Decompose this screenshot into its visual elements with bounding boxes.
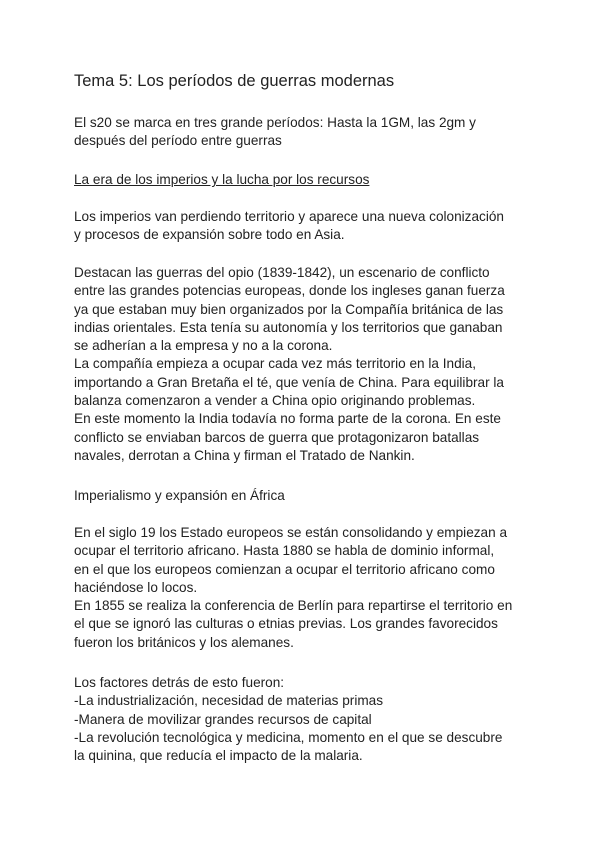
section-heading-africa: Imperialismo y expansión en África	[74, 488, 285, 503]
text-line: En este momento la India todavía no forma parte de la corona. En este	[74, 411, 501, 427]
text-line: balanza comenzaron a vender a China opio originando problemas.	[74, 393, 476, 409]
paragraph-guerras-opio	[74, 264, 505, 465]
intro-paragraph	[74, 114, 476, 151]
text-line: Los imperios van perdiendo territorio y aparece una nueva colonización	[74, 209, 504, 224]
text-line: El s20 se marca en tres grande períodos: Hasta la 1GM, las 2gm y	[74, 115, 476, 130]
list-item: -La revolución tecnológica y medicina, momento en el que se descubre	[74, 729, 503, 745]
paragraph-africa	[74, 524, 512, 652]
text-line: Destacan las guerras del opio (1839-1842), un escenario de conflicto	[74, 265, 490, 280]
text-line: En 1855 se realiza la conferencia de Berlín para repartirse el territorio en	[74, 598, 513, 614]
text-line: La compañía empieza a ocupar cada vez más territorio en la India,	[74, 356, 476, 372]
list-item: -Manera de movilizar grandes recursos de capital	[74, 711, 372, 727]
section-heading-imperios: La era de los imperios y la lucha por los recursos	[74, 172, 370, 187]
text-line: en el que los europeos comienzan a ocupar el territorio africano como	[74, 561, 495, 577]
paragraph-imperios-intro	[74, 208, 504, 245]
text-line: la quinina, que reducía el impacto de la malaria.	[74, 748, 363, 764]
text-line: y procesos de expansión sobre todo en Asia.	[74, 227, 345, 243]
text-line: después del período entre guerras	[74, 133, 282, 149]
text-line: entre las grandes potencias europeas, donde los ingleses ganan fuerza	[74, 283, 505, 299]
text-line: se adherían a la empresa y no a la corona.	[74, 338, 333, 354]
text-line: el que se ignoró las culturas o etnias previas. Los grandes favorecidos	[74, 616, 498, 632]
text-line: ocupar el territorio africano. Hasta 1880 se habla de dominio informal,	[74, 543, 495, 559]
list-item: -La industrialización, necesidad de materias primas	[74, 693, 384, 709]
text-line: navales, derrotan a China y firman el Tratado de Nankin.	[74, 447, 415, 463]
paragraph-factores	[74, 674, 502, 765]
text-line: conflicto se enviaban barcos de guerra que protagonizaron batallas	[74, 429, 480, 445]
text-line: Los factores detrás de esto fueron:	[74, 675, 285, 690]
text-line: ya que estaban muy bien organizados por la Compañía británica de las	[74, 301, 504, 317]
text-line: indias orientales. Esta tenía su autonomía y los territorios que ganaban	[74, 319, 503, 335]
text-line: En el siglo 19 los Estado europeos se están consolidando y empiezan a	[74, 525, 508, 540]
page-title: Tema 5: Los períodos de guerras modernas	[74, 72, 395, 90]
text-line: haciéndose lo locos.	[74, 579, 198, 595]
text-line: importando a Gran Bretaña el té, que venía de China. Para equilibrar la	[74, 374, 504, 390]
text-line: fueron los británicos y los alemanes.	[74, 634, 294, 650]
